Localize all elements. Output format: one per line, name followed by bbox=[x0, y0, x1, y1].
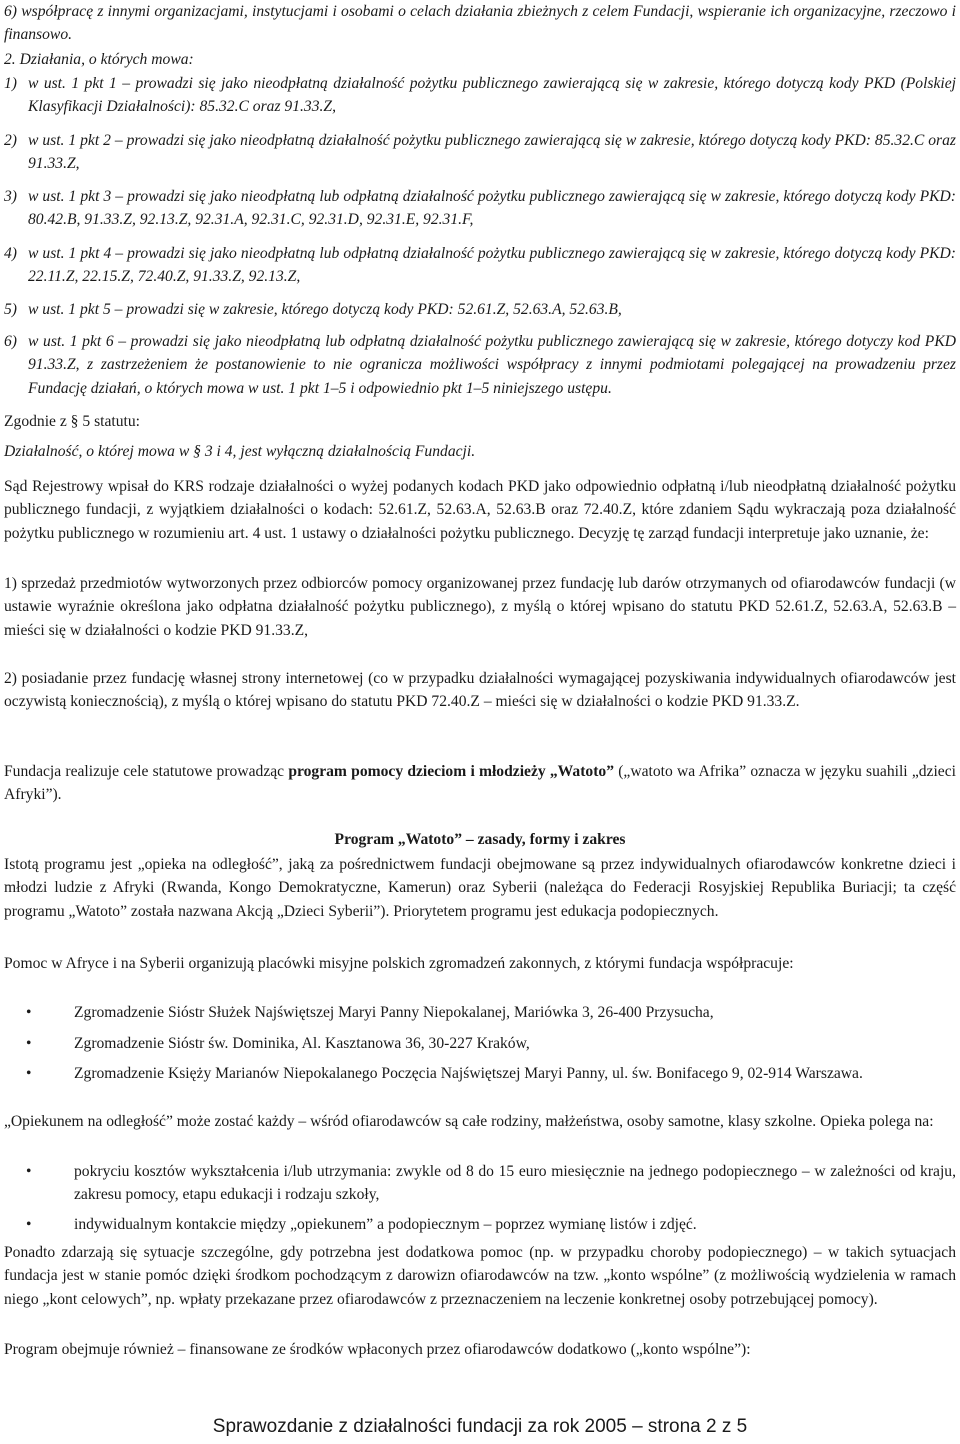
statute-reference: Zgodnie z § 5 statutu: bbox=[4, 413, 140, 430]
activity-item-4 bbox=[4, 242, 956, 289]
bullet-icon: • bbox=[26, 1163, 32, 1180]
statute-quote: Działalność, o której mowa w § 3 i 4, jest wyłączną działalnością Fundacji. bbox=[4, 443, 476, 460]
activity-item-1 bbox=[4, 72, 956, 119]
activity-item-6 bbox=[4, 330, 956, 400]
bullet-icon: • bbox=[26, 1035, 32, 1052]
bullet-icon: • bbox=[26, 1216, 32, 1233]
care-item-1 bbox=[26, 1160, 956, 1207]
activity-item-5 bbox=[4, 298, 956, 321]
interpretation-1: 1) sprzedaż przedmiotów wytworzonych przez odbiorców pomocy organizowanej przez fundację lub darów otrzymanych od ofiarodawców fundacji (w ustawie wyraźnie określona jako odpłatna działalność pożytku publicznego), z myślą o której wpisano do statutu PKD 52.61.Z, 52.63.A, 52.63.B – mieści się w działalności o kodzie PKD 91.33.Z, bbox=[4, 575, 956, 639]
activity-number: 1) bbox=[4, 75, 17, 92]
program-name: program pomocy dzieciom i młodzieży „Watoto” bbox=[288, 763, 614, 780]
care-item-2 bbox=[26, 1213, 956, 1236]
program-intro bbox=[4, 760, 956, 807]
congregation-item-1 bbox=[26, 1001, 956, 1024]
congregation-text: Zgromadzenie Księży Marianów Niepokalanego Poczęcia Najświętszej Maryi Panny, ul. św. Bonifacego 9, 02-914 Warszawa. bbox=[74, 1065, 863, 1082]
program-also-includes: Program obejmuje również – finansowane ze środków wpłaconych przez ofiarodawców dodatkowo („konto wspólne”): bbox=[4, 1341, 751, 1358]
activity-number: 4) bbox=[4, 245, 17, 262]
bullet-icon: • bbox=[26, 1065, 32, 1082]
care-text: indywidualnym kontakcie między „opiekunem” a podopiecznym – poprzez wymianę listów i zdjęć. bbox=[74, 1216, 697, 1233]
activity-text: w ust. 1 pkt 2 – prowadzi się jako nieodpłatną działalność pożytku publicznego zawierającą się w zakresie, którego dotyczą kody PKD: 85.32.C oraz 91.33.Z, bbox=[28, 132, 956, 173]
activity-number: 5) bbox=[4, 301, 17, 318]
page-footer: Sprawozdanie z działalności fundacji za rok 2005 – strona 2 z 5 bbox=[212, 1416, 748, 1437]
care-text: pokryciu kosztów wykształcenia i/lub utrzymania: zwykle od 8 do 15 euro miesięcznie na jednego podopiecznego – w zależności od kraju, zakresu pomocy, etapu edukacji i rodzaju szkoły, bbox=[74, 1163, 956, 1204]
congregation-text: Zgromadzenie Sióstr św. Dominika, Al. Kasztanowa 36, 30-227 Kraków, bbox=[74, 1035, 530, 1052]
program-heading bbox=[4, 828, 956, 851]
special-situations: Ponadto zdarzają się sytuacje szczególne, gdy potrzebna jest dodatkowa pomoc (np. w przypadku choroby podopiecznego) – w takich sytuacjach fundacja jest w stanie pomóc dzięki środkom pochodzącym z darowizn ofiarodawców na tzw. „konto wspólne” (z możliwością wydzielenia w ramach niego „kont celowych”, np. wpłaty przekazane przez ofiarodawców z przeznaczeniem na leczenie konkretnej osoby potrzebującej pomocy). bbox=[4, 1244, 956, 1308]
interpretation-2: 2) posiadanie przez fundację własnej strony internetowej (co w przypadku działalności wymagającej pozyskiwania indywidualnych ofiarodawców jest oczywistą koniecznością), z myślą o której wpisano do statutu PKD 72.40.Z – mieści się w działalności o kodzie PKD 91.33.Z. bbox=[4, 670, 956, 711]
activity-text: w ust. 1 pkt 4 – prowadzi się jako nieodpłatną lub odpłatną działalność pożytku publicznego zawierającą się w zakresie, którego dotyczą kody PKD: 22.11.Z, 22.15.Z, 72.40.Z, 91.33.Z, 92.13.Z, bbox=[28, 245, 956, 286]
activity-item-2 bbox=[4, 129, 956, 176]
activity-text: w ust. 1 pkt 1 – prowadzi się jako nieodpłatną działalność pożytku publicznego zawierającą się w zakresie, którego dotyczą kody PKD (Polskiej Klasyfikacji Działalności): 85.32.C oraz 91.33.Z, bbox=[28, 75, 956, 116]
program-intro-start: Fundacja realizuje cele statutowe prowadząc bbox=[4, 763, 289, 780]
congregation-text: Zgromadzenie Sióstr Służek Najświętszej Maryi Panny Niepokalanej, Mariówka 3, 26-400 Przysucha, bbox=[74, 1004, 714, 1021]
activity-number: 6) bbox=[4, 333, 17, 350]
help-intro: Pomoc w Afryce i na Syberii organizują placówki misyjne polskich zgromadzeń zakonnych, z którymi fundacja współpracuje: bbox=[4, 955, 794, 972]
activity-number: 2) bbox=[4, 132, 17, 149]
congregation-item-3 bbox=[26, 1062, 956, 1085]
section-6-item: 6) współpracę z innymi organizacjami, instytucjami i osobami o celach działania zbieżnych z celem Fundacji, wspieranie ich organizacyjne, rzeczowo i finansowo. bbox=[4, 3, 956, 44]
section-2-title: 2. Działania, o których mowa: bbox=[4, 51, 194, 68]
activity-item-3 bbox=[4, 185, 956, 232]
activity-text: w ust. 1 pkt 3 – prowadzi się jako nieodpłatną lub odpłatną działalność pożytku publicznego zawierającą się w zakresie, którego dotyczą kody PKD: 80.42.B, 91.33.Z, 92.13.Z, 92.31.A, 92.31.C, 92.31.D, 92.31.E, 92.31.F, bbox=[28, 188, 956, 229]
program-intro-end: („watoto wa Afrika” oznacza w języku suahili „dzieci Afryki”). bbox=[4, 763, 956, 804]
program-essence: Istotą programu jest „opieka na odległość”, jaką za pośrednictwem fundacji obejmowane są przez indywidualnych ofiarodawców konkretne dzieci i młodzi ludzie z Afryki (Rwanda, Kongo Demokratyczne, Kamerun) oraz Syberii (należąca do Federacji Rosyjskiej Republika Buriacji; ta część programu „Watoto” została nazwana Akcją „Dzieci Syberii”). Priorytetem programu jest edukacja podopiecznych. bbox=[4, 856, 956, 920]
krs-paragraph: Sąd Rejestrowy wpisał do KRS rodzaje działalności o wyżej podanych kodach PKD jako odpowiednio odpłatną i/lub nieodpłatną działalność pożytku publicznego fundacji, z wyjątkiem działalności o kodach: 52.61.Z, 52.63.A, 52.63.B oraz 72.40.Z, które zdaniem Sądu wykraczają poza działalność pożytku publicznego w rozumieniu art. 4 ust. 1 ustawy o działalności pożytku publicznego. Decyzję tę zarząd fundacji interpretuje jako uznanie, że: bbox=[4, 478, 956, 542]
guardian-intro: „Opiekunem na odległość” może zostać każdy – wśród ofiarodawców są całe rodziny, małżeństwa, osoby samotne, klasy szkolne. Opieka polega na: bbox=[4, 1113, 934, 1130]
activity-text: w ust. 1 pkt 6 – prowadzi się jako nieodpłatną lub odpłatną działalność pożytku publicznego zawierającą się w zakresie, którego dotyczy kod PKD 91.33.Z, z zastrzeżeniem że postanowienie to nie ogranicza możliwości współpracy z innymi podmiotami polegającej na prowadzeniu przez Fundację działań, o których mowa w ust. 1 pkt 1–5 i odpowiednio pkt 1–5 niniejszego ustępu. bbox=[28, 333, 956, 397]
bullet-icon: • bbox=[26, 1004, 32, 1021]
program-heading-text: Program „Watoto” – zasady, formy i zakres bbox=[334, 831, 626, 848]
activity-text: w ust. 1 pkt 5 – prowadzi się w zakresie, którego dotyczą kody PKD: 52.61.Z, 52.63.A, 52.63.B, bbox=[28, 301, 622, 318]
activity-number: 3) bbox=[4, 188, 17, 205]
congregation-item-2 bbox=[26, 1032, 956, 1055]
